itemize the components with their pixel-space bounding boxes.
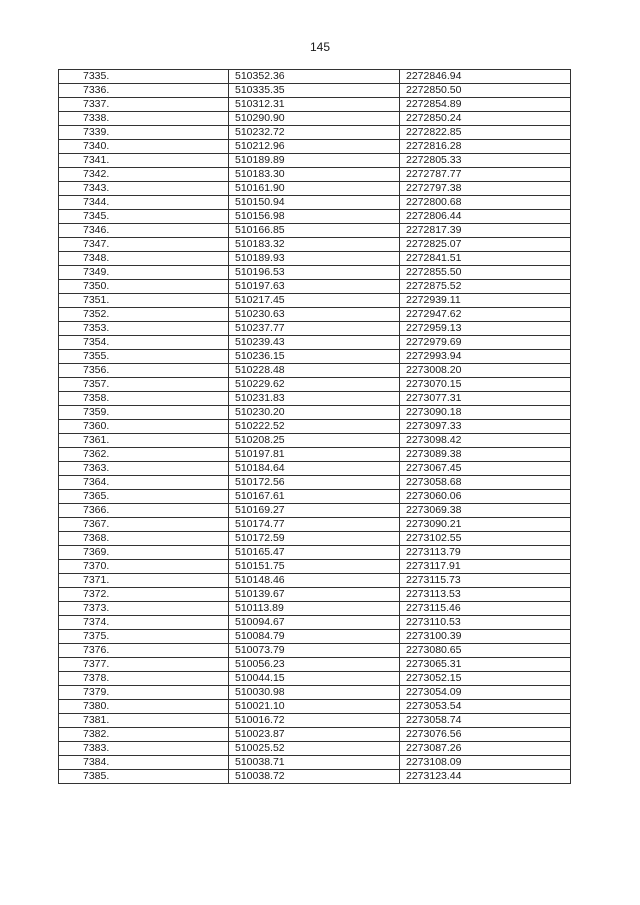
y-coordinate-cell: 2273008.20 — [400, 364, 571, 378]
y-coordinate-cell: 2272939.11 — [400, 294, 571, 308]
y-coordinate-cell: 2272806.44 — [400, 210, 571, 224]
point-number-cell: 7380. — [59, 700, 229, 714]
x-coordinate-cell: 510165.47 — [229, 546, 400, 560]
point-number-cell: 7369. — [59, 546, 229, 560]
x-coordinate-cell: 510174.77 — [229, 518, 400, 532]
point-number-cell: 7364. — [59, 476, 229, 490]
y-coordinate-cell: 2273080.65 — [400, 644, 571, 658]
y-coordinate-cell: 2273097.33 — [400, 420, 571, 434]
point-number-cell: 7378. — [59, 672, 229, 686]
table-row — [59, 196, 571, 210]
point-number-cell: 7346. — [59, 224, 229, 238]
y-coordinate-cell: 2272825.07 — [400, 238, 571, 252]
x-coordinate-cell: 510183.32 — [229, 238, 400, 252]
y-coordinate-cell: 2272850.24 — [400, 112, 571, 126]
point-number-cell: 7345. — [59, 210, 229, 224]
x-coordinate-cell: 510021.10 — [229, 700, 400, 714]
x-coordinate-cell: 510197.63 — [229, 280, 400, 294]
point-number-cell: 7351. — [59, 294, 229, 308]
x-coordinate-cell: 510239.43 — [229, 336, 400, 350]
x-coordinate-cell: 510228.48 — [229, 364, 400, 378]
x-coordinate-cell: 510161.90 — [229, 182, 400, 196]
x-coordinate-cell: 510025.52 — [229, 742, 400, 756]
table-row — [59, 616, 571, 630]
y-coordinate-cell: 2273113.79 — [400, 546, 571, 560]
point-number-cell: 7357. — [59, 378, 229, 392]
point-number-cell: 7365. — [59, 490, 229, 504]
x-coordinate-cell: 510038.71 — [229, 756, 400, 770]
table-row — [59, 658, 571, 672]
x-coordinate-cell: 510151.75 — [229, 560, 400, 574]
point-number-cell: 7385. — [59, 770, 229, 784]
point-number-cell: 7376. — [59, 644, 229, 658]
y-coordinate-cell: 2273100.39 — [400, 630, 571, 644]
y-coordinate-cell: 2273090.21 — [400, 518, 571, 532]
y-coordinate-cell: 2273058.68 — [400, 476, 571, 490]
table-row — [59, 112, 571, 126]
table-row — [59, 126, 571, 140]
y-coordinate-cell: 2273052.15 — [400, 672, 571, 686]
point-number-cell: 7370. — [59, 560, 229, 574]
point-number-cell: 7340. — [59, 140, 229, 154]
x-coordinate-cell: 510222.52 — [229, 420, 400, 434]
point-number-cell: 7377. — [59, 658, 229, 672]
point-number-cell: 7366. — [59, 504, 229, 518]
x-coordinate-cell: 510290.90 — [229, 112, 400, 126]
table-row — [59, 700, 571, 714]
table-row — [59, 504, 571, 518]
y-coordinate-cell: 2273054.09 — [400, 686, 571, 700]
x-coordinate-cell: 510237.77 — [229, 322, 400, 336]
y-coordinate-cell: 2272800.68 — [400, 196, 571, 210]
table-row — [59, 602, 571, 616]
table-row — [59, 546, 571, 560]
y-coordinate-cell: 2273069.38 — [400, 504, 571, 518]
x-coordinate-cell: 510335.35 — [229, 84, 400, 98]
table-row — [59, 462, 571, 476]
y-coordinate-cell: 2272850.50 — [400, 84, 571, 98]
y-coordinate-cell: 2273090.18 — [400, 406, 571, 420]
point-number-cell: 7358. — [59, 392, 229, 406]
table-row — [59, 630, 571, 644]
y-coordinate-cell: 2272875.52 — [400, 280, 571, 294]
x-coordinate-cell: 510056.23 — [229, 658, 400, 672]
point-number-cell: 7353. — [59, 322, 229, 336]
point-number-cell: 7354. — [59, 336, 229, 350]
table-row — [59, 588, 571, 602]
table-row — [59, 448, 571, 462]
table-row — [59, 238, 571, 252]
point-number-cell: 7368. — [59, 532, 229, 546]
table-row — [59, 70, 571, 84]
table-row — [59, 434, 571, 448]
y-coordinate-cell: 2273123.44 — [400, 770, 571, 784]
point-number-cell: 7347. — [59, 238, 229, 252]
x-coordinate-cell: 510184.64 — [229, 462, 400, 476]
x-coordinate-cell: 510236.15 — [229, 350, 400, 364]
table-row — [59, 686, 571, 700]
point-number-cell: 7372. — [59, 588, 229, 602]
point-number-cell: 7350. — [59, 280, 229, 294]
y-coordinate-cell: 2273060.06 — [400, 490, 571, 504]
table-row — [59, 518, 571, 532]
table-row — [59, 224, 571, 238]
table-row — [59, 714, 571, 728]
table-row — [59, 574, 571, 588]
point-number-cell: 7383. — [59, 742, 229, 756]
point-number-cell: 7336. — [59, 84, 229, 98]
table-row — [59, 266, 571, 280]
point-number-cell: 7348. — [59, 252, 229, 266]
x-coordinate-cell: 510172.59 — [229, 532, 400, 546]
x-coordinate-cell: 510172.56 — [229, 476, 400, 490]
point-number-cell: 7337. — [59, 98, 229, 112]
point-number-cell: 7344. — [59, 196, 229, 210]
table-row — [59, 378, 571, 392]
x-coordinate-cell: 510196.53 — [229, 266, 400, 280]
point-number-cell: 7339. — [59, 126, 229, 140]
table-row — [59, 672, 571, 686]
table-row — [59, 154, 571, 168]
x-coordinate-cell: 510156.98 — [229, 210, 400, 224]
point-number-cell: 7356. — [59, 364, 229, 378]
point-number-cell: 7371. — [59, 574, 229, 588]
y-coordinate-cell: 2272797.38 — [400, 182, 571, 196]
table-row — [59, 182, 571, 196]
point-number-cell: 7375. — [59, 630, 229, 644]
y-coordinate-cell: 2273076.56 — [400, 728, 571, 742]
point-number-cell: 7355. — [59, 350, 229, 364]
table-row — [59, 420, 571, 434]
coordinates-table — [58, 69, 571, 784]
y-coordinate-cell: 2272959.13 — [400, 322, 571, 336]
x-coordinate-cell: 510038.72 — [229, 770, 400, 784]
x-coordinate-cell: 510217.45 — [229, 294, 400, 308]
table-row — [59, 294, 571, 308]
y-coordinate-cell: 2273087.26 — [400, 742, 571, 756]
y-coordinate-cell: 2272841.51 — [400, 252, 571, 266]
y-coordinate-cell: 2272854.89 — [400, 98, 571, 112]
x-coordinate-cell: 510197.81 — [229, 448, 400, 462]
y-coordinate-cell: 2273089.38 — [400, 448, 571, 462]
x-coordinate-cell: 510183.30 — [229, 168, 400, 182]
x-coordinate-cell: 510189.93 — [229, 252, 400, 266]
y-coordinate-cell: 2273098.42 — [400, 434, 571, 448]
x-coordinate-cell: 510016.72 — [229, 714, 400, 728]
y-coordinate-cell: 2273108.09 — [400, 756, 571, 770]
point-number-cell: 7362. — [59, 448, 229, 462]
table-row — [59, 406, 571, 420]
x-coordinate-cell: 510139.67 — [229, 588, 400, 602]
y-coordinate-cell: 2273065.31 — [400, 658, 571, 672]
table-row — [59, 140, 571, 154]
point-number-cell: 7335. — [59, 70, 229, 84]
table-row — [59, 742, 571, 756]
x-coordinate-cell: 510166.85 — [229, 224, 400, 238]
x-coordinate-cell: 510084.79 — [229, 630, 400, 644]
y-coordinate-cell: 2273102.55 — [400, 532, 571, 546]
point-number-cell: 7360. — [59, 420, 229, 434]
table-row — [59, 336, 571, 350]
point-number-cell: 7367. — [59, 518, 229, 532]
x-coordinate-cell: 510044.15 — [229, 672, 400, 686]
point-number-cell: 7359. — [59, 406, 229, 420]
table-row — [59, 644, 571, 658]
point-number-cell: 7382. — [59, 728, 229, 742]
point-number-cell: 7384. — [59, 756, 229, 770]
table-row — [59, 350, 571, 364]
x-coordinate-cell: 510352.36 — [229, 70, 400, 84]
table-row — [59, 252, 571, 266]
x-coordinate-cell: 510094.67 — [229, 616, 400, 630]
table-row — [59, 490, 571, 504]
table-row — [59, 280, 571, 294]
point-number-cell: 7361. — [59, 434, 229, 448]
x-coordinate-cell: 510229.62 — [229, 378, 400, 392]
y-coordinate-cell: 2272805.33 — [400, 154, 571, 168]
y-coordinate-cell: 2272979.69 — [400, 336, 571, 350]
y-coordinate-cell: 2272817.39 — [400, 224, 571, 238]
point-number-cell: 7341. — [59, 154, 229, 168]
x-coordinate-cell: 510312.31 — [229, 98, 400, 112]
table-row — [59, 322, 571, 336]
y-coordinate-cell: 2273115.46 — [400, 602, 571, 616]
table-row — [59, 168, 571, 182]
y-coordinate-cell: 2273115.73 — [400, 574, 571, 588]
x-coordinate-cell: 510208.25 — [229, 434, 400, 448]
point-number-cell: 7363. — [59, 462, 229, 476]
table-row — [59, 560, 571, 574]
x-coordinate-cell: 510023.87 — [229, 728, 400, 742]
y-coordinate-cell: 2273113.53 — [400, 588, 571, 602]
table-row — [59, 476, 571, 490]
point-number-cell: 7338. — [59, 112, 229, 126]
y-coordinate-cell: 2272993.94 — [400, 350, 571, 364]
y-coordinate-cell: 2273117.91 — [400, 560, 571, 574]
coordinates-table-body — [59, 70, 571, 784]
point-number-cell: 7342. — [59, 168, 229, 182]
table-row — [59, 98, 571, 112]
x-coordinate-cell: 510150.94 — [229, 196, 400, 210]
point-number-cell: 7352. — [59, 308, 229, 322]
x-coordinate-cell: 510189.89 — [229, 154, 400, 168]
y-coordinate-cell: 2273077.31 — [400, 392, 571, 406]
table-row — [59, 728, 571, 742]
point-number-cell: 7343. — [59, 182, 229, 196]
table-row — [59, 392, 571, 406]
point-number-cell: 7379. — [59, 686, 229, 700]
table-row — [59, 84, 571, 98]
x-coordinate-cell: 510073.79 — [229, 644, 400, 658]
x-coordinate-cell: 510148.46 — [229, 574, 400, 588]
y-coordinate-cell: 2273067.45 — [400, 462, 571, 476]
y-coordinate-cell: 2273110.53 — [400, 616, 571, 630]
table-row — [59, 770, 571, 784]
y-coordinate-cell: 2272846.94 — [400, 70, 571, 84]
x-coordinate-cell: 510113.89 — [229, 602, 400, 616]
y-coordinate-cell: 2272947.62 — [400, 308, 571, 322]
y-coordinate-cell: 2272816.28 — [400, 140, 571, 154]
x-coordinate-cell: 510169.27 — [229, 504, 400, 518]
point-number-cell: 7381. — [59, 714, 229, 728]
y-coordinate-cell: 2272822.85 — [400, 126, 571, 140]
table-row — [59, 308, 571, 322]
table-row — [59, 364, 571, 378]
y-coordinate-cell: 2273058.74 — [400, 714, 571, 728]
table-row — [59, 210, 571, 224]
x-coordinate-cell: 510230.63 — [229, 308, 400, 322]
x-coordinate-cell: 510212.96 — [229, 140, 400, 154]
y-coordinate-cell: 2272855.50 — [400, 266, 571, 280]
table-row — [59, 756, 571, 770]
point-number-cell: 7374. — [59, 616, 229, 630]
y-coordinate-cell: 2273053.54 — [400, 700, 571, 714]
x-coordinate-cell: 510231.83 — [229, 392, 400, 406]
y-coordinate-cell: 2273070.15 — [400, 378, 571, 392]
table-row — [59, 532, 571, 546]
page-number: 145 — [309, 40, 331, 54]
x-coordinate-cell: 510232.72 — [229, 126, 400, 140]
x-coordinate-cell: 510167.61 — [229, 490, 400, 504]
point-number-cell: 7373. — [59, 602, 229, 616]
x-coordinate-cell: 510030.98 — [229, 686, 400, 700]
x-coordinate-cell: 510230.20 — [229, 406, 400, 420]
y-coordinate-cell: 2272787.77 — [400, 168, 571, 182]
point-number-cell: 7349. — [59, 266, 229, 280]
